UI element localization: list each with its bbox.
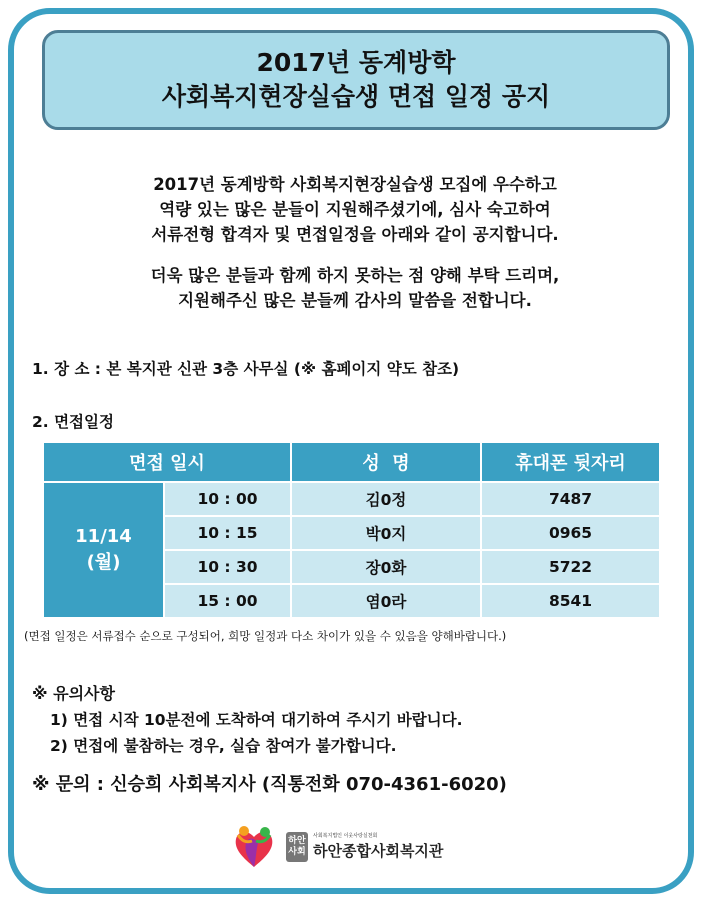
header-name: 성 명: [291, 442, 481, 482]
header-phone: 휴대폰 뒷자리: [481, 442, 660, 482]
logo-seal-bottom: 사회: [288, 847, 306, 857]
phone-cell: 0965: [481, 516, 660, 550]
time-cell: 10 : 30: [164, 550, 291, 584]
schedule-note: (면접 일정은 서류접수 순으로 구성되어, 희망 일정과 다소 차이가 있을 수 있음을 양해바랍니다.): [24, 629, 507, 643]
intro-line: 역량 있는 많은 분들이 지원해주셨기에, 심사 숙고하여: [159, 200, 551, 219]
title-line-1: 2017년 동계방학: [256, 48, 456, 77]
heart-people-icon: [232, 823, 276, 871]
intro-line: 2017년 동계방학 사회복지현장실습생 모집에 우수하고: [153, 175, 557, 194]
logo-texts: [313, 832, 443, 862]
contact-line: ※ 문의 : 신승희 사회복지사 (직통전화 070-4361-6020): [32, 774, 507, 795]
intro-line: 지원해주신 많은 분들께 감사의 말씀을 전합니다.: [178, 291, 532, 310]
logo-seal: [286, 832, 308, 862]
phone-cell: 5722: [481, 550, 660, 584]
logo-name: 하안종합사회복지관: [313, 842, 444, 860]
caution-title: ※ 유의사항: [32, 684, 115, 703]
organization-logo: [232, 822, 443, 872]
name-cell: 김0정: [291, 482, 481, 516]
phone-cell: 7487: [481, 482, 660, 516]
intro-paragraph-1: [20, 172, 690, 247]
time-cell: 10 : 15: [164, 516, 291, 550]
name-cell: 박0지: [291, 516, 481, 550]
caution-item: 2) 면접에 불참하는 경우, 실습 참여가 불가합니다.: [50, 737, 397, 755]
schedule-table: [42, 441, 661, 619]
date-value: 11/14: [75, 526, 132, 547]
logo-subtitle: 사회복지법인 이웃사랑실천회: [313, 833, 378, 839]
intro-paragraph-2: [20, 263, 690, 313]
time-cell: 10 : 00: [164, 482, 291, 516]
weekday-value: (월): [86, 552, 121, 573]
date-cell: [43, 482, 164, 618]
logo-seal-top: 하안: [288, 836, 306, 846]
name-cell: 염0라: [291, 584, 481, 618]
location-line: 1. 장 소 : 본 복지관 신관 3층 사무실 (※ 홈페이지 약도 참조): [32, 360, 460, 378]
caution-item: 1) 면접 시작 10분전에 도착하여 대기하여 주시기 바랍니다.: [50, 711, 463, 729]
title-line-2: 사회복지현장실습생 면접 일정 공지: [161, 82, 551, 111]
schedule-heading: 2. 면접일정: [32, 413, 114, 431]
intro-line: 서류전형 합격자 및 면접일정을 아래와 같이 공지합니다.: [151, 225, 559, 244]
intro-line: 더욱 많은 분들과 함께 하지 못하는 점 양해 부탁 드리며,: [150, 266, 560, 285]
header-datetime: 면접 일시: [43, 442, 291, 482]
table-row: [43, 482, 660, 516]
title-box: [42, 30, 670, 130]
phone-cell: 8541: [481, 584, 660, 618]
table-header-row: [43, 442, 660, 482]
name-cell: 장0화: [291, 550, 481, 584]
time-cell: 15 : 00: [164, 584, 291, 618]
